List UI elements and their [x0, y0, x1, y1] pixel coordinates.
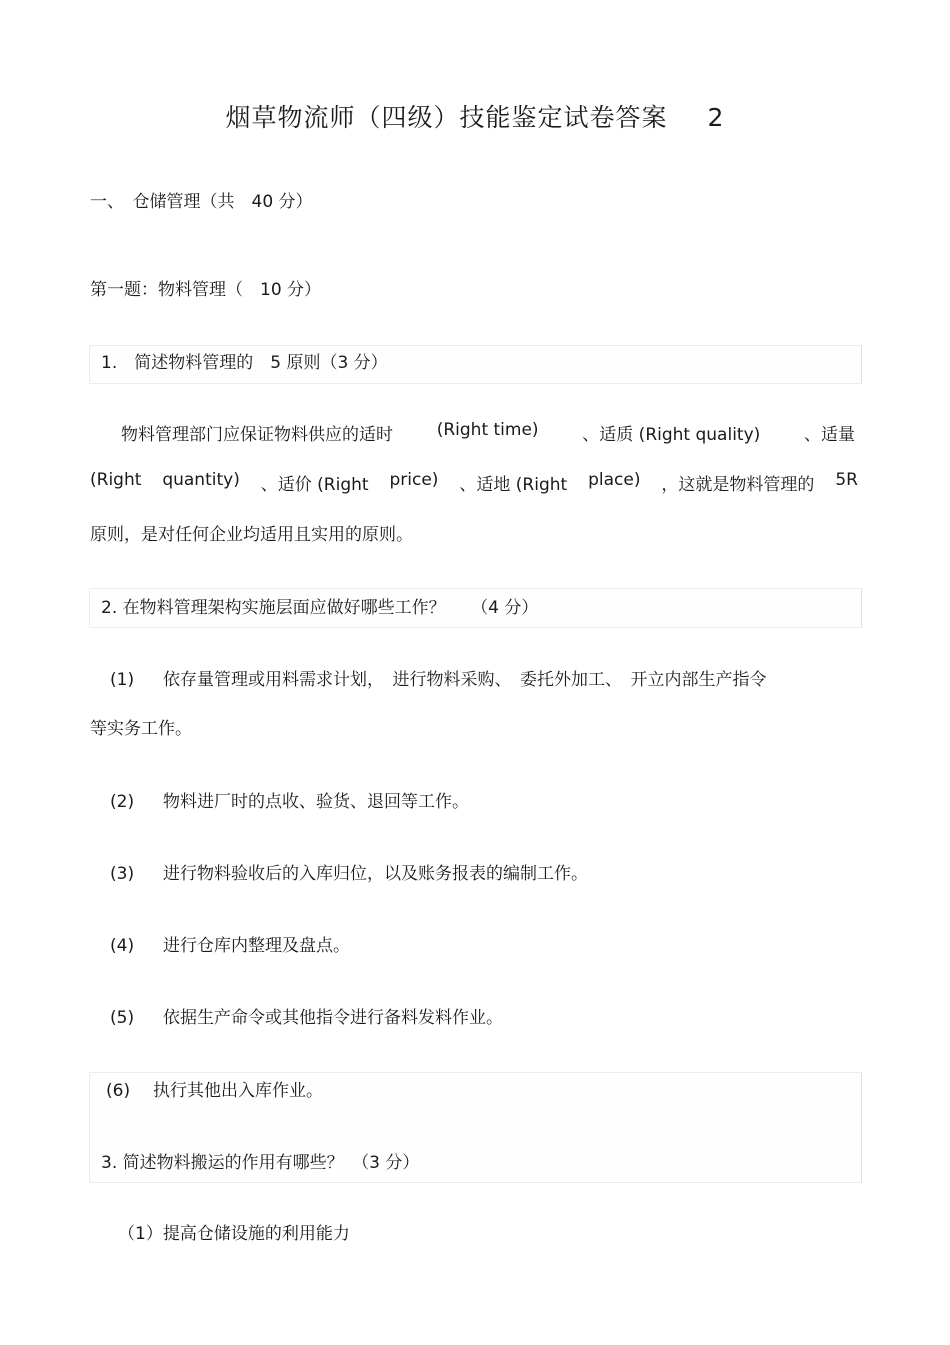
- question-2-text: 2. 在物料管理架构实施层面应做好哪些工作？ （4 分）: [101, 598, 539, 618]
- item-text: 依存量管理或用料需求计划， 进行物料采购、 委托外加工、 开立内部生产指令: [163, 670, 767, 690]
- answer-text: ，这就是物料管理的: [661, 475, 815, 495]
- answer-text: 、适量: [804, 425, 855, 445]
- item-text: 物料进厂时的点收、验货、退回等工作。: [163, 792, 469, 812]
- answer-2-item-2: [110, 787, 469, 812]
- item-number: (6): [106, 1081, 131, 1101]
- answer-1-line-1: [121, 420, 855, 445]
- question-box-2: [89, 588, 862, 628]
- answer-2-item-5: [110, 1003, 503, 1028]
- answer-text: 、适价 (Right: [260, 475, 369, 495]
- answer-2-item-6: [106, 1076, 323, 1101]
- item-number: (4): [110, 936, 135, 956]
- question-3-text: 3. 简述物料搬运的作用有哪些？ （3 分）: [101, 1153, 420, 1173]
- item-number: (3): [110, 864, 135, 884]
- question-group-heading: 第一题：物料管理（ 10 分）: [90, 280, 322, 300]
- item-text: 进行仓库内整理及盘点。: [163, 936, 350, 956]
- answer-text: 物料管理部门应保证物料供应的适时: [121, 425, 393, 445]
- answer-text: 、适质 (Right quality): [582, 425, 761, 445]
- answer-text: 5R: [835, 470, 858, 490]
- answer-2-item-1-continued: 等实务工作。: [90, 719, 192, 739]
- answer-text: place): [588, 470, 641, 490]
- answer-text: (Right: [90, 470, 142, 490]
- item-number: (2): [110, 792, 135, 812]
- answer-3-item-1: （1）提高仓储设施的利用能力: [118, 1224, 350, 1244]
- title-number: 2: [707, 103, 725, 132]
- item-text: 进行物料验收后的入库归位，以及账务报表的编制工作。: [163, 864, 588, 884]
- answer-text: (Right time): [436, 420, 539, 440]
- question-1-text: 1. 简述物料管理的 5 原则（3 分）: [101, 353, 388, 373]
- page-title: [0, 98, 950, 134]
- title-text: 烟草物流师（四级）技能鉴定试卷答案: [225, 103, 668, 132]
- item-text: 执行其他出入库作业。: [153, 1081, 323, 1101]
- item-text: 依据生产命令或其他指令进行备料发料作业。: [163, 1008, 503, 1028]
- answer-2-item-4: [110, 931, 350, 956]
- answer-1-line-2: [90, 470, 858, 495]
- answer-2-item-3: [110, 859, 588, 884]
- item-number: (5): [110, 1008, 135, 1028]
- answer-1-line-3: 原则，是对任何企业均适用且实用的原则。: [90, 525, 413, 545]
- answer-text: quantity): [162, 470, 240, 490]
- item-number: (1): [110, 670, 135, 690]
- question-box-1: [89, 345, 862, 384]
- answer-text: price): [389, 470, 439, 490]
- answer-text: 、适地 (Right: [459, 475, 568, 495]
- section-heading: 一、 仓储管理（共 40 分）: [90, 192, 313, 212]
- question-box-3: [89, 1072, 862, 1183]
- answer-2-item-1: [110, 665, 767, 690]
